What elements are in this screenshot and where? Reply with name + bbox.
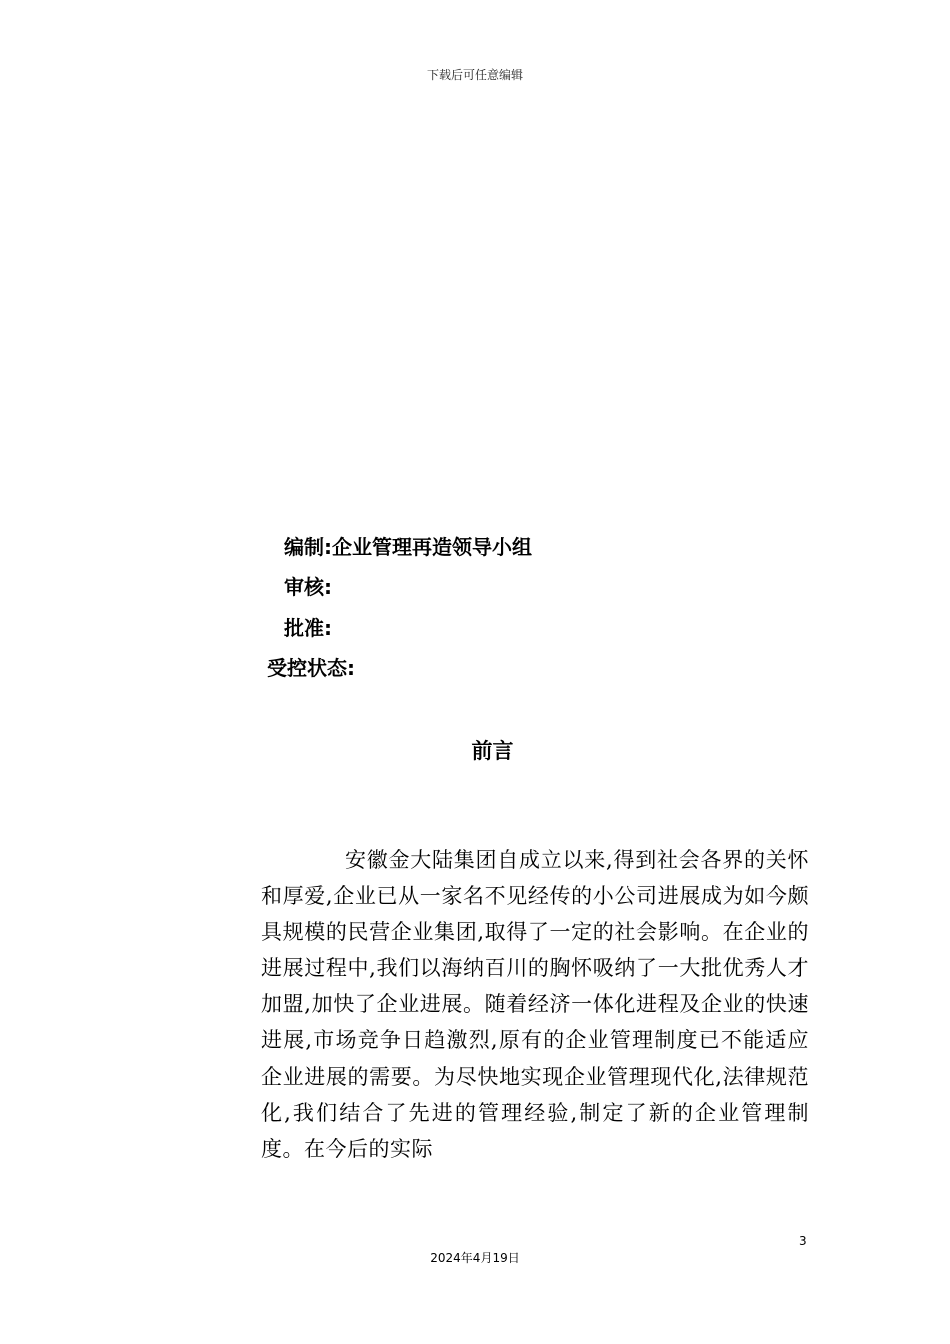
preface-paragraph: 安徽金大陆集团自成立以来,得到社会各界的关怀和厚爱,企业已从一家名不见经传的小公司进展成为如今颇具规模的民营企业集团,取得了一定的社会影响。在企业的进展过程中,我们以海纳百川的胸怀吸纳了一大批优秀人才加盟,加快了企业进展。随着经济一体化进程及企业的快速进展,市场竞争日趋激烈,原有的企业管理制度已不能适应企业进展的需要。为尽快地实现企业管理现代化,法律规范化,我们结合了先进的管理经验,制定了新的企业管理制度。在今后的实际 [261,848,809,1161]
footer-date: 2024年4月19日 [430,1251,520,1265]
section-title: 前言 [471,739,514,763]
page-header-note: 下载后可任意编辑 [426,68,523,82]
compiled-by-line: 编制:企业管理再造领导小组 [284,535,532,559]
approved-by-line: 批准: [284,616,332,640]
page-number: 3 [799,1234,807,1248]
reviewed-by-line: 审核: [284,575,332,599]
control-status-line: 受控状态: [267,656,355,680]
